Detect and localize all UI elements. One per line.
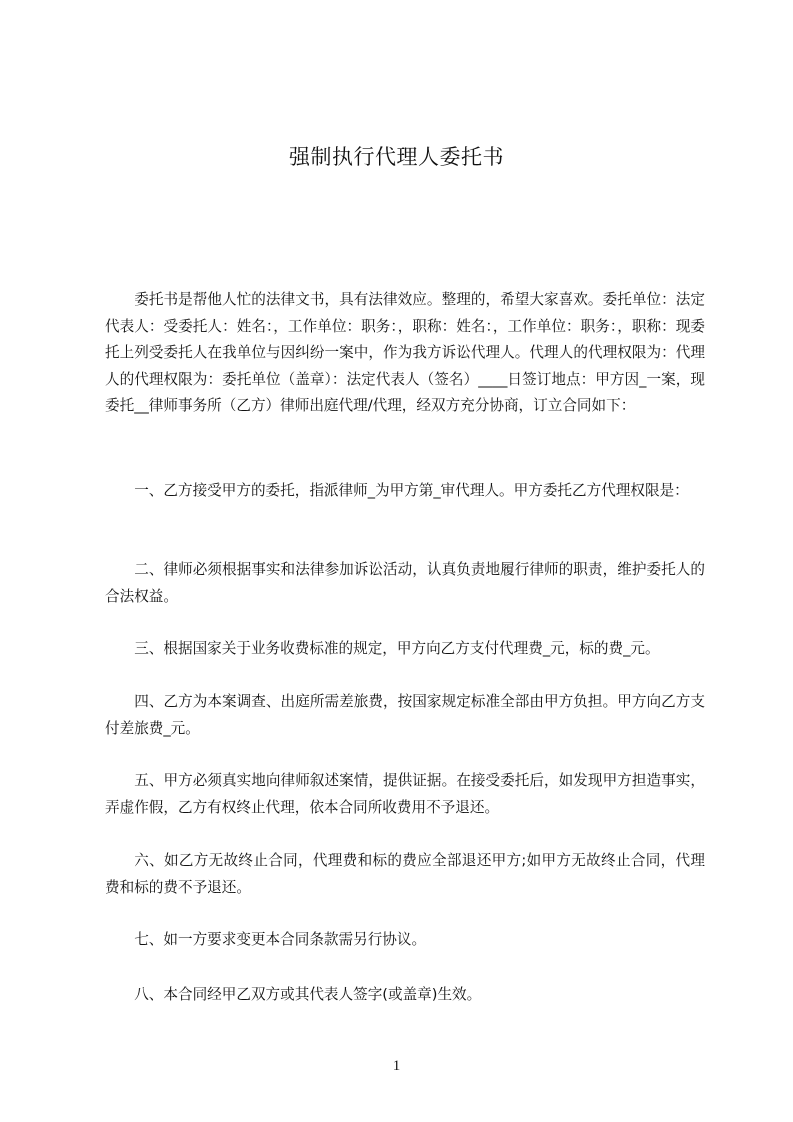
clause-2: 二、律师必须根据事实和法律参加诉讼活动，认真负责地履行律师的职责，维护委托人的合法权益。 — [105, 561, 705, 605]
clause-8: 八、本合同经甲乙双方或其代表人签字(或盖章)生效。 — [134, 986, 482, 1003]
clause-7: 七、如一方要求变更本合同条款需另行协议。 — [134, 931, 427, 948]
clause-1: 一、乙方接受甲方的委托，指派律师_为甲方第_审代理人。甲方委托乙方代理权限是： — [134, 482, 689, 499]
intro-paragraph: 委托书是帮他人忙的法律文书，具有法律效应。整理的，希望大家喜欢。委托单位：法定代表人：受委托人：姓名：，工作单位：职务：，职称：姓名：，工作单位：职务：，职称：现委托上列受委托人在我单位与因纠纷一案中，作为我方诉讼代理人。代理人的代理权限为：代理人的代理权限为：委托单位（盖章）：法定代表人（签名）____日签订地点：甲方因_一案，现委托__律师事务所（乙方）律师出庭代理/代理，经双方充分协商，订立合同如下： — [105, 291, 705, 415]
clause-3: 三、根据国家关于业务收费标准的规定，甲方向乙方支付代理费_元，标的费_元。 — [134, 640, 660, 657]
clause-6: 六、如乙方无故终止合同，代理费和标的费应全部退还甲方;如甲方无故终止合同，代理费和标的费不予退还。 — [105, 852, 705, 896]
page-number: 1 — [392, 1058, 401, 1074]
document-title: 强制执行代理人委托书 — [289, 145, 504, 169]
clause-4: 四、乙方为本案调查、出庭所需差旅费，按国家规定标准全部由甲方负担。甲方向乙方支付差旅费_元。 — [105, 693, 705, 737]
clause-5: 五、甲方必须真实地向律师叙述案情，提供证据。在接受委托后，如发现甲方担造事实，弄虚作假，乙方有权终止代理，依本合同所收费用不予退还。 — [105, 772, 705, 816]
